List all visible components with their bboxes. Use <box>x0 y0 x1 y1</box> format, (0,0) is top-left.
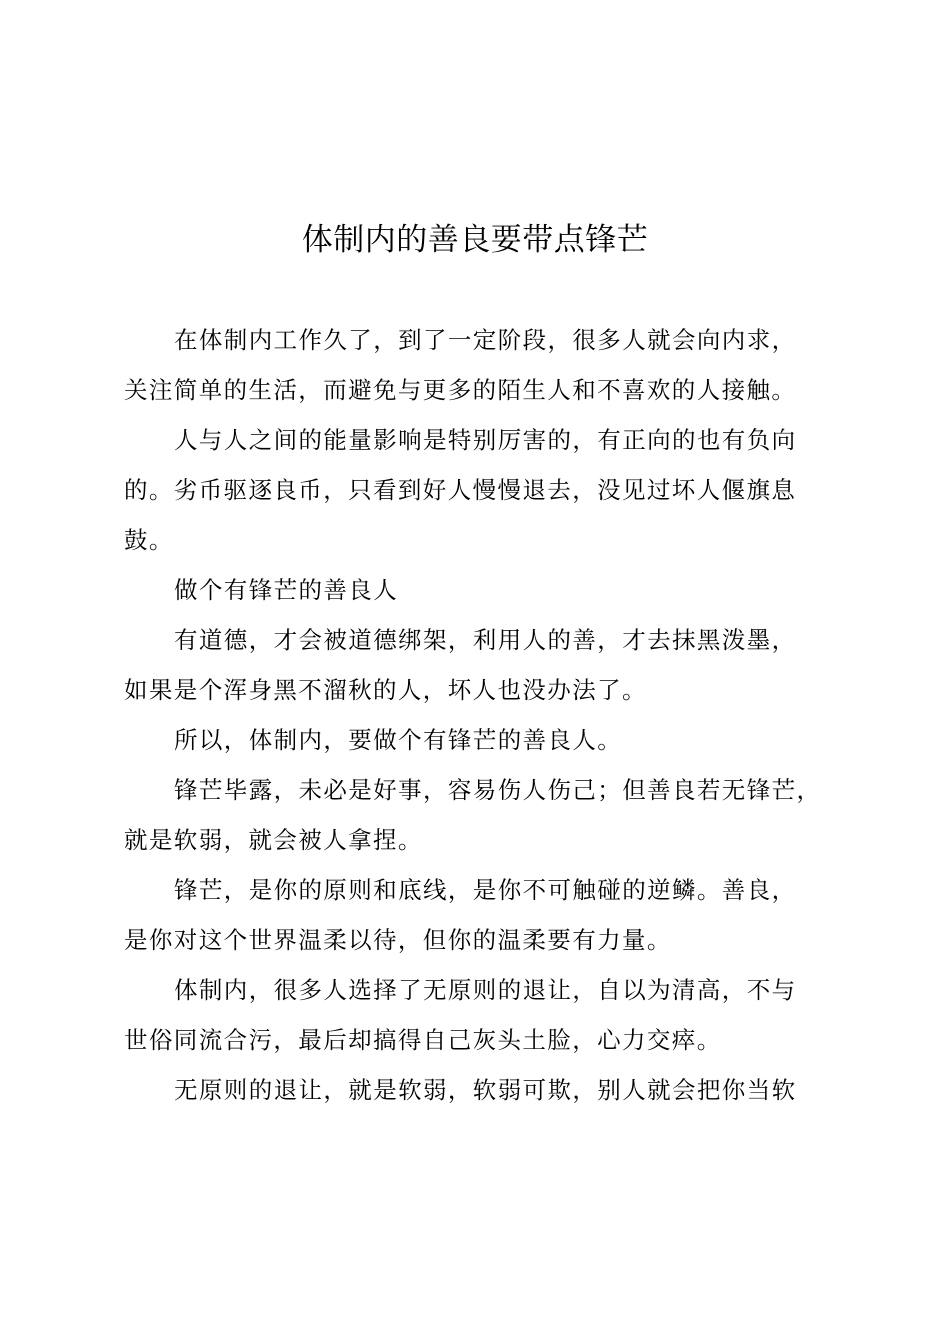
paragraph-line: 锋芒毕露，未必是好事，容易伤人伤己；但善良若无锋芒， <box>174 776 822 804</box>
paragraph-line: 是你对这个世界温柔以待，但你的温柔要有力量。 <box>124 926 672 954</box>
paragraph-line: 鼓。 <box>124 526 174 554</box>
paragraph-line: 在体制内工作久了，到了一定阶段，很多人就会向内求， <box>174 326 797 354</box>
paragraph-line: 锋芒，是你的原则和底线，是你不可触碰的逆鳞。善良， <box>174 876 797 904</box>
paragraph-line: 的。劣币驱逐良币，只看到好人慢慢退去，没见过坏人偃旗息 <box>124 476 797 504</box>
document-title: 体制内的善良要带点锋芒 <box>301 222 649 258</box>
paragraph-line: 就是软弱，就会被人拿捏。 <box>124 826 423 854</box>
paragraph-line: 有道德，才会被道德绑架，利用人的善，才去抹黑泼墨， <box>174 626 797 654</box>
paragraph-line: 所以，体制内，要做个有锋芒的善良人。 <box>174 726 623 754</box>
paragraph-line: 无原则的退让，就是软弱，软弱可欺，别人就会把你当软 <box>174 1076 797 1104</box>
paragraph-line: 关注简单的生活，而避免与更多的陌生人和不喜欢的人接触。 <box>124 376 797 404</box>
paragraph-line: 人与人之间的能量影响是特别厉害的，有正向的也有负向 <box>174 426 797 454</box>
paragraph-line: 如果是个浑身黑不溜秋的人，坏人也没办法了。 <box>124 676 647 704</box>
paragraph-line: 世俗同流合污，最后却搞得自己灰头土脸，心力交瘁。 <box>124 1026 722 1054</box>
paragraph-line: 体制内，很多人选择了无原则的退让，自以为清高，不与 <box>174 976 797 1004</box>
section-heading: 做个有锋芒的善良人 <box>174 576 399 604</box>
